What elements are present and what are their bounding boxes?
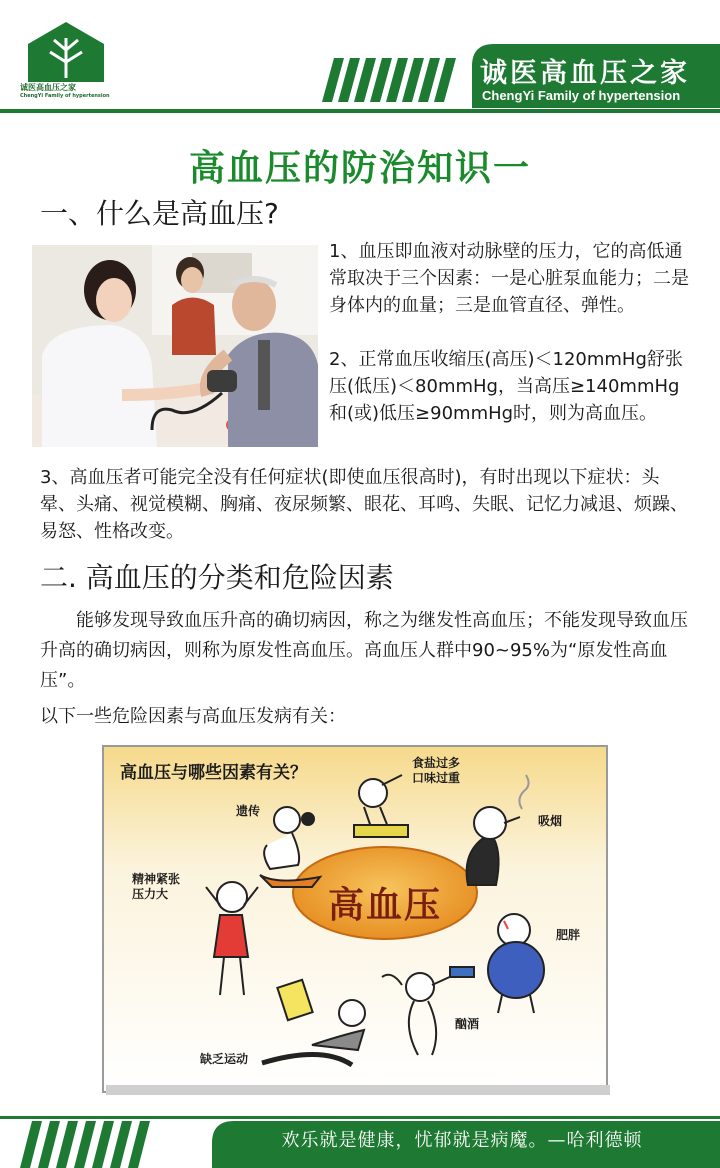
illustration-center-label: 高血压 (327, 885, 442, 926)
factor-stress-line2: 压力大 (132, 887, 169, 901)
page-title: 高血压的防治知识一 (188, 148, 531, 189)
factor-heredity: 遗传 (236, 804, 261, 818)
factor-salt (412, 756, 460, 786)
section2-risk-intro: 以下一些危险因素与高血压发病有关： (40, 706, 346, 727)
section1-heading: 一、什么是高血压? (40, 197, 279, 230)
factor-salt-line1: 食盐过多 (412, 756, 461, 770)
banner-title-en: ChengYi Family of hypertension (482, 88, 681, 103)
footer-divider (0, 1116, 720, 1119)
logo-text (20, 83, 120, 101)
logo-cn: 诚医高血压之家 (20, 83, 76, 92)
doctor-measuring-blood-pressure-photo (32, 245, 318, 447)
section1-point1: 1、血压即血液对动脉壁的压力，它的高低通常取决于三个因素：一是心脏泵血能力；二是身体内的血量；三是血管直径、弹性。 (329, 241, 689, 316)
section2-heading: 二. 高血压的分类和危险因素 (40, 561, 394, 594)
factor-stress (132, 872, 180, 902)
factor-stress-line1: 精神紧张 (132, 872, 181, 886)
factor-exercise: 缺乏运动 (200, 1052, 249, 1066)
factor-smoking: 吸烟 (538, 814, 563, 828)
illustration-title: 高血压与哪些因素有关？ (120, 763, 307, 783)
header (0, 0, 720, 118)
section1-point3: 3、高血压者可能完全没有任何症状(即使血压很高时)，有时出现以下症状：头晕、头痛、视觉模糊、胸痛、夜尿频繁、眼花、耳鸣、失眠、记忆力减退、烦躁、易怒、性格改变。 (40, 467, 688, 542)
factor-alcohol: 酗酒 (455, 1017, 480, 1031)
header-divider (0, 109, 720, 113)
factor-salt-line2: 口味过重 (412, 771, 461, 785)
factor-obesity: 肥胖 (556, 928, 581, 942)
banner-title-cn: 诚医高血压之家 (480, 58, 690, 89)
logo-en: ChengYi Family of hypertension (20, 93, 110, 99)
section2-paragraph: 能够发现导致血压升高的确切病因，称之为继发性高血压；不能发现导致血压升高的确切病因，则称为原发性高血压。高血压人群中90~95%为“原发性高血压”。 (40, 610, 688, 691)
section1-point2: 2、正常血压收缩压(高压)＜120mmHg舒张压(低压)＜80mmHg，当高压≥140mmHg和(或)低压≥90mmHg时，则为高血压。 (329, 349, 683, 424)
footer-quote: 欢乐就是健康，忧郁就是病魔。—哈利德顿 (281, 1130, 643, 1151)
